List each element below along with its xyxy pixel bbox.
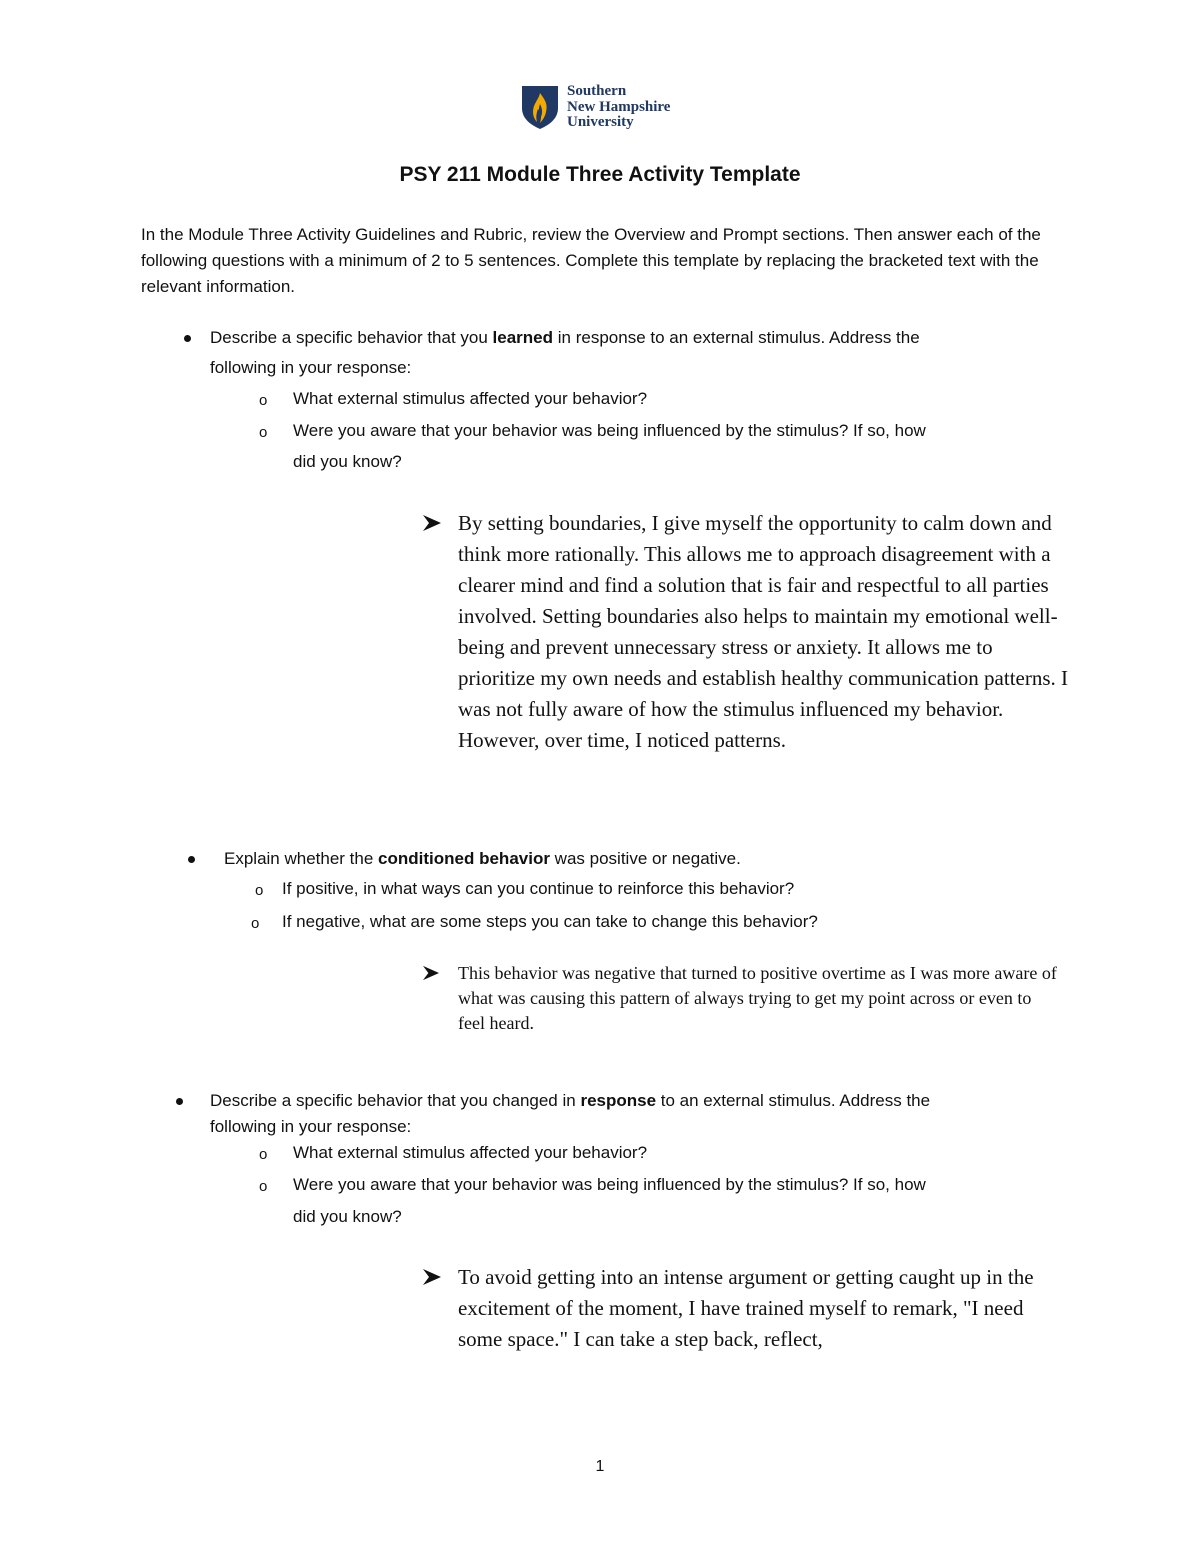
page-number: 1 (595, 1458, 605, 1475)
bullet-icon (176, 1098, 183, 1105)
q2-sub-question-1: If positive, in what ways can you continue to reinforce this behavior? (282, 879, 795, 898)
q1-prompt-line-2: following in your response: (210, 358, 412, 377)
q1-prompt-line-1 (210, 328, 920, 348)
q1-sub-question-2-line-2: did you know? (293, 452, 402, 471)
sub-bullet-icon: o (255, 882, 264, 899)
q3-sub-question-1: What external stimulus affected your behavior? (293, 1143, 648, 1162)
q1-text-bold: learned (492, 328, 554, 347)
q3-prompt-line-2: following in your response: (210, 1117, 412, 1136)
q3-text-bold: response (580, 1091, 657, 1110)
document-title: PSY 211 Module Three Activity Template (399, 163, 801, 186)
q1-answer (422, 508, 1072, 798)
q2-sub-question-2: If negative, what are some steps you can take to change this behavior? (282, 912, 818, 931)
q3-text-pre: Describe a specific behavior that you changed in (210, 1091, 581, 1110)
q1-sub-question-2-line-1: Were you aware that your behavior was being influenced by the stimulus? If so, how (293, 421, 926, 440)
q2-prompt-line-1 (224, 849, 741, 869)
q1-text-post: in response to an external stimulus. Address the (553, 328, 920, 347)
q2-answer-text: This behavior was negative that turned to positive overtime as I was more aware of what was causing this pattern of always trying to get my point across or even to feel heard. (458, 963, 1057, 1033)
q2-text-bold: conditioned behavior (378, 849, 550, 868)
sub-bullet-icon: o (259, 424, 268, 441)
arrow-bullet-icon (422, 965, 440, 981)
sub-bullet-icon: o (259, 1146, 268, 1163)
sub-bullet-icon: o (251, 915, 260, 932)
q3-answer-text: To avoid getting into an intense argument or getting caught up in the excitement of the moment, I have trained myself to remark, "I need some space." I can take a step back, reflect, (458, 1265, 1034, 1351)
q1-text-pre: Describe a specific behavior that you (210, 328, 493, 347)
q3-text-post: to an external stimulus. Address the (656, 1091, 931, 1110)
logo-line-1: Southern (567, 83, 627, 99)
q3-sub-question-2-line-1: Were you aware that your behavior was being influenced by the stimulus? If so, how (293, 1175, 926, 1194)
arrow-bullet-icon (422, 1268, 442, 1286)
arrow-bullet-icon (422, 514, 442, 532)
bullet-icon (184, 335, 191, 342)
q1-answer-text: By setting boundaries, I give myself the opportunity to calm down and think more rationally. This allows me to approach disagreement with a clearer mind and find a solution that is fair and respectful to all parties involved. Setting boundaries also helps to maintain my emotional well-being and prevent unnecessary stress or anxiety. It allows me to prioritize my own needs and establish healthy communication patterns. I was not fully aware of how the stimulus influenced my behavior. However, over time, I noticed patterns. (458, 511, 1069, 752)
logo-line-2: New Hampshire (567, 98, 671, 115)
sub-bullet-icon: o (259, 392, 268, 409)
intro-paragraph: In the Module Three Activity Guidelines and Rubric, review the Overview and Prompt sections. Then answer each of the following questions with a minimum of 2 to 5 sentences. Complete this template by replacing the bracketed text with the relevant information. (141, 225, 1041, 296)
q2-answer (422, 961, 1062, 1041)
q3-sub-question-2-line-2: did you know? (293, 1207, 402, 1226)
bullet-icon (188, 856, 195, 863)
sub-bullet-icon: o (259, 1178, 268, 1195)
q1-sub-question-1: What external stimulus affected your behavior? (293, 389, 648, 408)
q2-text-post: was positive or negative. (549, 849, 741, 868)
logo-wordmark (567, 84, 670, 131)
logo-line-3: University (567, 114, 634, 130)
university-logo (521, 84, 691, 134)
q2-text-pre: Explain whether the (224, 849, 379, 868)
flame-shield-icon (521, 84, 559, 130)
q3-prompt-line-1 (210, 1091, 930, 1111)
q3-answer (422, 1262, 1072, 1362)
